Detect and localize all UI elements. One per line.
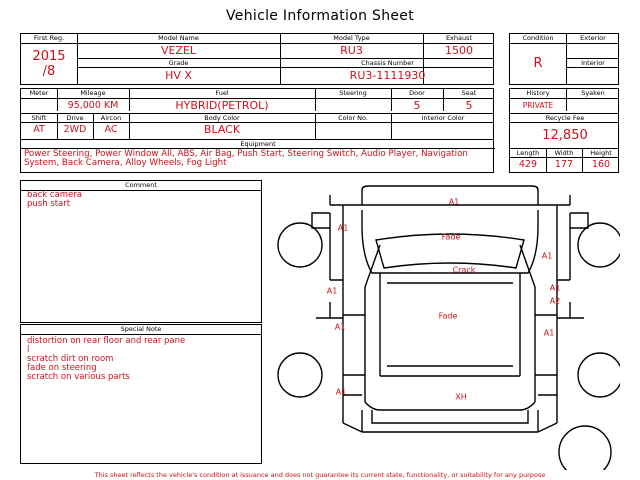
seat-label: Seat bbox=[461, 89, 477, 97]
damage-mark: A1 bbox=[335, 387, 347, 397]
mileage-label: Mileage bbox=[80, 89, 106, 97]
model-type-label: Model Type bbox=[333, 34, 370, 42]
equipment-list: Power Steering, Power Window All, ABS, Air Bag, Push Start, Steering Switch, Audio Player, Navigation System, Back Camera, Alloy Wheels, Fog Light bbox=[24, 149, 468, 168]
damage-mark: Fade bbox=[441, 232, 461, 242]
history-value: PRIVATE bbox=[522, 101, 554, 110]
damage-mark: A1 bbox=[448, 197, 460, 207]
condition-value: R bbox=[533, 56, 543, 71]
aircon-value: AC bbox=[104, 124, 118, 135]
damage-mark: Fade bbox=[438, 311, 458, 321]
comment-text: back camera push start bbox=[27, 190, 82, 209]
special-note-label: Special Note bbox=[21, 325, 261, 335]
interior-label: Interior bbox=[581, 59, 605, 67]
meter-label: Meter bbox=[29, 89, 49, 97]
body-color-label: Body Color bbox=[204, 114, 240, 122]
body-color-value: BLACK bbox=[203, 123, 241, 136]
door-value: 5 bbox=[413, 99, 421, 112]
history-label: History bbox=[526, 89, 550, 97]
damage-mark: A1 bbox=[337, 223, 349, 233]
mileage-value: 95,000 KM bbox=[67, 100, 119, 111]
length-value: 429 bbox=[518, 159, 538, 170]
fuel-label: Fuel bbox=[215, 89, 229, 97]
color-no-label: Color No. bbox=[338, 114, 368, 122]
special-note-text: distortion on rear floor and rear pane l scratch dirt on room fade on steering scratch on various parts bbox=[27, 336, 186, 382]
fuel-value: HYBRID(PETROL) bbox=[175, 99, 269, 112]
first-reg-value: 2015 /8 bbox=[32, 49, 66, 79]
exhaust-label: Exhaust bbox=[445, 34, 473, 42]
grade-value: HV X bbox=[165, 69, 192, 82]
aircon-label: Aircon bbox=[100, 114, 122, 122]
width-label: Width bbox=[554, 149, 574, 157]
chassis-number-value: RU3-1111930 bbox=[349, 69, 426, 82]
damage-mark: A1 bbox=[549, 283, 561, 293]
chassis-number-label: Chassis Number bbox=[361, 59, 414, 67]
damage-mark: A1 bbox=[326, 286, 338, 296]
model-name-value: VEZEL bbox=[160, 44, 197, 57]
height-value: 160 bbox=[591, 159, 611, 170]
damage-mark: A2 bbox=[549, 296, 561, 306]
equipment-label: Equipment bbox=[21, 140, 495, 149]
shift-label: Shift bbox=[31, 114, 47, 122]
disclaimer-footer: This sheet reflects the vehicle's condition at issuance and does not guarantee its current state, functionality, or suitability for any purpose bbox=[94, 471, 546, 479]
steering-label: Steering bbox=[339, 89, 367, 97]
condition-label: Condition bbox=[522, 34, 554, 42]
interior-color-label: Interior Color bbox=[421, 114, 465, 122]
damage-mark: A1 bbox=[541, 251, 553, 261]
sheet-title: Vehicle Information Sheet bbox=[226, 8, 414, 24]
first-reg-label: First Reg. bbox=[33, 34, 65, 42]
seat-value: 5 bbox=[465, 99, 473, 112]
recycle-fee-label: Recycle Fee bbox=[545, 114, 585, 122]
damage-mark: Crack bbox=[452, 265, 476, 275]
model-type-value: RU3 bbox=[340, 44, 363, 57]
syaken-label: Syaken bbox=[581, 89, 605, 97]
drive-label: Drive bbox=[66, 114, 84, 122]
exhaust-value: 1500 bbox=[445, 44, 473, 57]
damage-mark: XH bbox=[455, 392, 467, 402]
width-value: 177 bbox=[554, 159, 574, 170]
door-label: Door bbox=[409, 89, 425, 97]
model-name-label: Model Name bbox=[158, 34, 199, 42]
comment-label: Comment bbox=[21, 181, 261, 191]
height-label: Height bbox=[590, 149, 612, 157]
shift-value: AT bbox=[33, 124, 45, 135]
damage-mark: A1 bbox=[543, 328, 555, 338]
grade-label: Grade bbox=[168, 59, 189, 67]
drive-value: 2WD bbox=[63, 124, 87, 135]
recycle-fee-value: 12,850 bbox=[542, 128, 588, 143]
length-label: Length bbox=[516, 149, 540, 157]
damage-mark: A1 bbox=[334, 322, 346, 332]
exterior-label: Exterior bbox=[580, 34, 606, 42]
